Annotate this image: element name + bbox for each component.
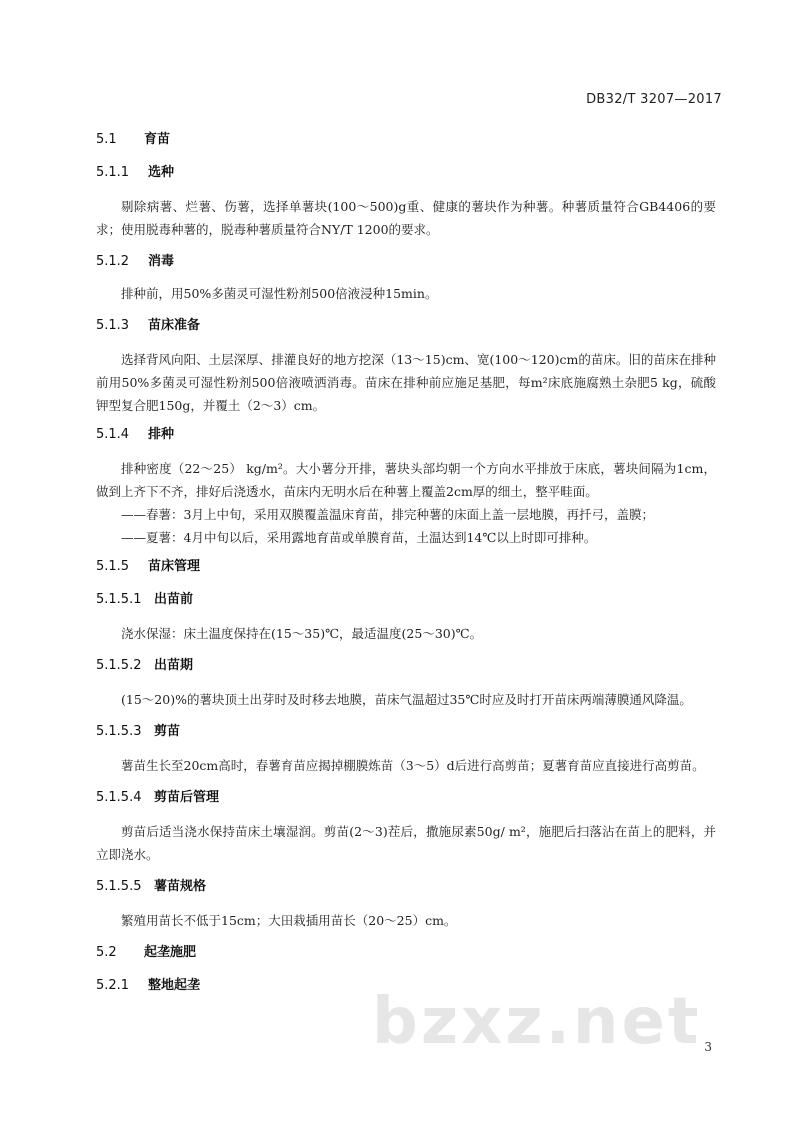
section-number: 5.1.1	[96, 165, 130, 180]
section-heading	[96, 722, 716, 742]
paragraph: 排种密度（22～25） kg/m²。大小薯分开排，薯块头部均朝一个方向水平排放于床底，薯块间隔为1cm，做到上齐下不齐，排好后浇透水，苗床内无明水后在种薯上覆盖2cm厚的细土，整平畦面。	[96, 461, 716, 499]
section-heading	[96, 590, 716, 610]
section-title: 剪苗后管理	[154, 790, 220, 805]
section-title: 剪苗	[154, 724, 181, 739]
section-heading	[96, 425, 716, 445]
section-number: 5.1.5	[96, 559, 130, 574]
document-code: DB32/T 3207—2017	[586, 92, 722, 107]
list-item: ——春薯：3月上中旬，采用双膜覆盖温床育苗，排完种薯的床面上盖一层地膜，再扦弓，盖膜；	[121, 507, 654, 522]
section-number: 5.1.5.1	[96, 592, 142, 607]
section-number: 5.2.1	[96, 978, 130, 993]
section-heading	[96, 252, 716, 272]
section-title: 薯苗规格	[154, 879, 207, 894]
list-item: ——夏薯：4月中旬以后，采用露地育苗或单膜育苗，土温达到14℃以上时即可排种。	[121, 530, 597, 545]
section-number: 5.1.5.3	[96, 724, 142, 739]
section-number: 5.1.5.4	[96, 790, 142, 805]
paragraph: 剔除病薯、烂薯、伤薯，选择单薯块(100～500)g重、健康的薯块作为种薯。种薯质量符合GB4406的要求；使用脱毒种薯的，脱毒种薯质量符合NY/T 1200的要求。	[96, 199, 716, 237]
section-number: 5.1	[96, 132, 117, 147]
section-number: 5.1.5.2	[96, 658, 142, 673]
section-title: 出苗前	[154, 592, 194, 607]
section-number: 5.1.5.5	[96, 879, 142, 894]
section-heading	[96, 130, 716, 150]
paragraph: 浇水保湿：床土温度保持在(15～35)℃，最适温度(25～30)℃。	[121, 626, 483, 641]
page-number: 3	[704, 1040, 712, 1054]
section-heading	[96, 877, 716, 897]
section-heading	[96, 788, 716, 808]
section-title: 选种	[148, 165, 175, 180]
section-title: 育苗	[144, 132, 171, 147]
watermark: bzxz.net	[372, 985, 702, 1059]
section-title: 排种	[148, 427, 175, 442]
section-title: 整地起垄	[148, 978, 201, 993]
section-heading	[96, 557, 716, 577]
section-title: 苗床管理	[148, 559, 201, 574]
section-heading	[96, 656, 716, 676]
section-heading	[96, 943, 716, 963]
paragraph: 剪苗后适当浇水保持苗床土壤湿润。剪苗(2～3)茬后，撒施尿素50g/ m²，施肥后扫落沾在苗上的肥料，并立即浇水。	[96, 824, 716, 862]
paragraph: 选择背风向阳、土层深厚、排灌良好的地方挖深（13～15)cm、宽(100～120)cm的苗床。旧的苗床在排种前用50%多菌灵可湿性粉剂500倍液喷洒消毒。苗床在排种前应施足基肥，每m²床底施腐熟土杂肥5 kg，硫酸钾型复合肥150g，并覆土（2～3）cm。	[96, 352, 716, 413]
paragraph: 繁殖用苗长不低于15cm；大田栽插用苗长（20～25）cm。	[121, 913, 457, 928]
paragraph: 排种前，用50%多菌灵可湿性粉剂500倍液浸种15min。	[121, 286, 438, 301]
paragraph: (15～20)%的薯块顶土出芽时及时移去地膜，苗床气温超过35℃时应及时打开苗床两端薄膜通风降温。	[121, 692, 692, 707]
section-number: 5.1.2	[96, 254, 130, 269]
section-title: 出苗期	[154, 658, 194, 673]
paragraph: 薯苗生长至20cm高时，春薯育苗应揭掉棚膜炼苗（3～5）d后进行高剪苗；夏薯育苗应直接进行高剪苗。	[121, 758, 705, 773]
section-title: 苗床准备	[148, 318, 201, 333]
document-body	[96, 130, 716, 996]
section-title: 起垄施肥	[144, 945, 197, 960]
section-heading	[96, 316, 716, 336]
section-number: 5.2	[96, 945, 117, 960]
section-number: 5.1.4	[96, 427, 130, 442]
section-heading	[96, 163, 716, 183]
section-number: 5.1.3	[96, 318, 130, 333]
section-title: 消毒	[148, 254, 175, 269]
